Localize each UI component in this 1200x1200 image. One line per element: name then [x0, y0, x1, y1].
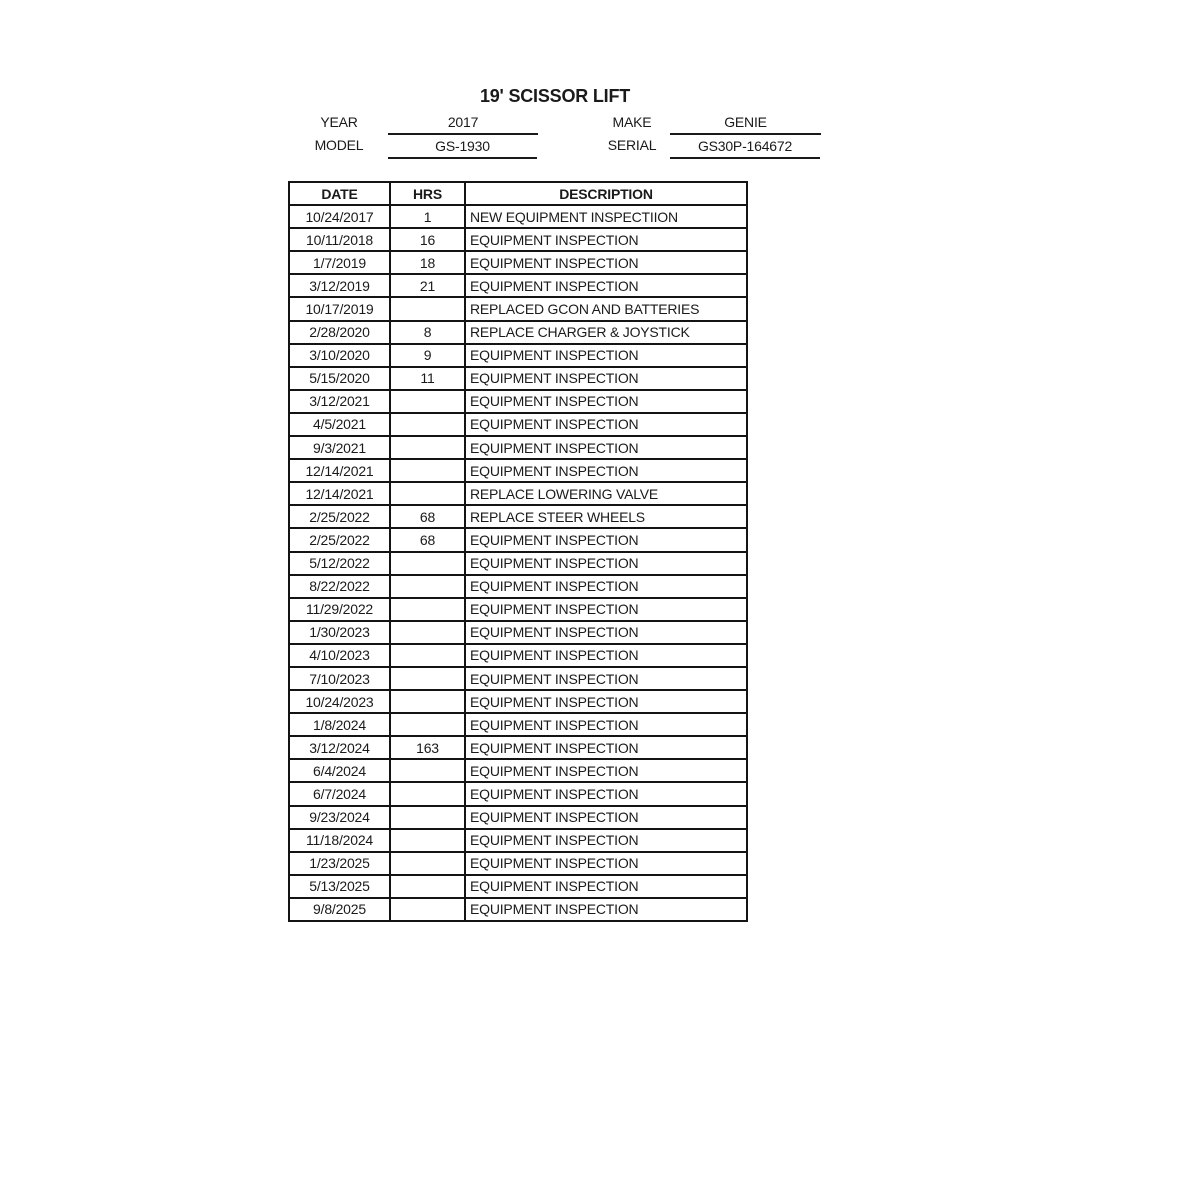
- cell-date: 3/12/2021: [289, 390, 390, 413]
- table-row: [289, 274, 747, 297]
- cell-desc: EQUIPMENT INSPECTION: [465, 367, 747, 390]
- cell-date: 10/11/2018: [289, 228, 390, 251]
- model-label: MODEL: [314, 137, 364, 153]
- maintenance-log-table: [288, 181, 748, 922]
- table-row: [289, 459, 747, 482]
- cell-hrs: [390, 575, 465, 598]
- cell-desc: REPLACED GCON AND BATTERIES: [465, 297, 747, 320]
- table-header-row: [289, 182, 747, 205]
- cell-desc: EQUIPMENT INSPECTION: [465, 898, 747, 921]
- cell-hrs: [390, 852, 465, 875]
- cell-date: 1/7/2019: [289, 251, 390, 274]
- cell-desc: EQUIPMENT INSPECTION: [465, 598, 747, 621]
- cell-hrs: 9: [390, 344, 465, 367]
- cell-desc: EQUIPMENT INSPECTION: [465, 852, 747, 875]
- table-row: [289, 806, 747, 829]
- cell-date: 10/24/2023: [289, 690, 390, 713]
- cell-desc: EQUIPMENT INSPECTION: [465, 552, 747, 575]
- cell-desc: EQUIPMENT INSPECTION: [465, 782, 747, 805]
- cell-desc: EQUIPMENT INSPECTION: [465, 228, 747, 251]
- cell-hrs: 21: [390, 274, 465, 297]
- cell-desc: REPLACE CHARGER & JOYSTICK: [465, 321, 747, 344]
- table-row: [289, 251, 747, 274]
- make-label: MAKE: [612, 114, 652, 130]
- cell-date: 1/30/2023: [289, 621, 390, 644]
- cell-hrs: 1: [390, 205, 465, 228]
- cell-desc: REPLACE STEER WHEELS: [465, 505, 747, 528]
- cell-hrs: 18: [390, 251, 465, 274]
- cell-hrs: 68: [390, 505, 465, 528]
- cell-desc: EQUIPMENT INSPECTION: [465, 759, 747, 782]
- col-header-description: DESCRIPTION: [465, 182, 747, 205]
- cell-hrs: [390, 413, 465, 436]
- table-row: [289, 598, 747, 621]
- cell-date: 3/10/2020: [289, 344, 390, 367]
- cell-hrs: [390, 690, 465, 713]
- cell-hrs: 11: [390, 367, 465, 390]
- table-row: [289, 667, 747, 690]
- table-row: [289, 782, 747, 805]
- cell-hrs: [390, 713, 465, 736]
- cell-desc: EQUIPMENT INSPECTION: [465, 575, 747, 598]
- cell-date: 11/18/2024: [289, 829, 390, 852]
- cell-date: 11/29/2022: [289, 598, 390, 621]
- table-row: [289, 644, 747, 667]
- cell-date: 3/12/2019: [289, 274, 390, 297]
- table-row: [289, 829, 747, 852]
- make-value: GENIE: [670, 112, 821, 135]
- table-row: [289, 297, 747, 320]
- table-row: [289, 436, 747, 459]
- cell-date: 1/23/2025: [289, 852, 390, 875]
- cell-hrs: [390, 459, 465, 482]
- cell-desc: EQUIPMENT INSPECTION: [465, 667, 747, 690]
- col-header-hrs: HRS: [390, 182, 465, 205]
- cell-date: 12/14/2021: [289, 459, 390, 482]
- cell-date: 9/23/2024: [289, 806, 390, 829]
- cell-date: 12/14/2021: [289, 482, 390, 505]
- cell-desc: EQUIPMENT INSPECTION: [465, 390, 747, 413]
- cell-desc: EQUIPMENT INSPECTION: [465, 806, 747, 829]
- cell-date: 4/10/2023: [289, 644, 390, 667]
- cell-date: 5/15/2020: [289, 367, 390, 390]
- cell-date: 1/8/2024: [289, 713, 390, 736]
- cell-date: 7/10/2023: [289, 667, 390, 690]
- cell-hrs: [390, 806, 465, 829]
- cell-date: 8/22/2022: [289, 575, 390, 598]
- table-row: [289, 621, 747, 644]
- cell-date: 2/25/2022: [289, 528, 390, 551]
- cell-desc: EQUIPMENT INSPECTION: [465, 459, 747, 482]
- cell-desc: NEW EQUIPMENT INSPECTIION: [465, 205, 747, 228]
- table-row: [289, 482, 747, 505]
- table-row: [289, 713, 747, 736]
- table-row: [289, 552, 747, 575]
- cell-hrs: [390, 297, 465, 320]
- cell-hrs: [390, 667, 465, 690]
- cell-date: 5/12/2022: [289, 552, 390, 575]
- cell-date: 10/17/2019: [289, 297, 390, 320]
- cell-hrs: [390, 782, 465, 805]
- table-row: [289, 390, 747, 413]
- cell-date: 10/24/2017: [289, 205, 390, 228]
- cell-date: 2/25/2022: [289, 505, 390, 528]
- cell-date: 6/7/2024: [289, 782, 390, 805]
- cell-date: 6/4/2024: [289, 759, 390, 782]
- cell-hrs: [390, 390, 465, 413]
- cell-desc: REPLACE LOWERING VALVE: [465, 482, 747, 505]
- cell-hrs: 163: [390, 736, 465, 759]
- table-row: [289, 228, 747, 251]
- table-row: [289, 759, 747, 782]
- table-row: [289, 898, 747, 921]
- cell-hrs: [390, 644, 465, 667]
- table-row: [289, 413, 747, 436]
- table-row: [289, 690, 747, 713]
- table-row: [289, 875, 747, 898]
- cell-desc: EQUIPMENT INSPECTION: [465, 736, 747, 759]
- cell-desc: EQUIPMENT INSPECTION: [465, 690, 747, 713]
- cell-date: 2/28/2020: [289, 321, 390, 344]
- cell-hrs: [390, 829, 465, 852]
- cell-date: 4/5/2021: [289, 413, 390, 436]
- cell-hrs: 16: [390, 228, 465, 251]
- cell-desc: EQUIPMENT INSPECTION: [465, 251, 747, 274]
- table-row: [289, 528, 747, 551]
- col-header-date: DATE: [289, 182, 390, 205]
- cell-hrs: 68: [390, 528, 465, 551]
- cell-hrs: [390, 552, 465, 575]
- table-row: [289, 321, 747, 344]
- cell-hrs: [390, 898, 465, 921]
- log-table-body: [289, 205, 747, 921]
- cell-date: 9/8/2025: [289, 898, 390, 921]
- cell-hrs: [390, 436, 465, 459]
- cell-desc: EQUIPMENT INSPECTION: [465, 344, 747, 367]
- page-title: 19' SCISSOR LIFT: [479, 86, 631, 106]
- table-row: [289, 367, 747, 390]
- table-row: [289, 852, 747, 875]
- cell-desc: EQUIPMENT INSPECTION: [465, 875, 747, 898]
- year-value: 2017: [388, 112, 538, 135]
- model-value: GS-1930: [388, 136, 537, 159]
- table-row: [289, 205, 747, 228]
- cell-desc: EQUIPMENT INSPECTION: [465, 413, 747, 436]
- cell-date: 9/3/2021: [289, 436, 390, 459]
- table-row: [289, 575, 747, 598]
- cell-hrs: [390, 598, 465, 621]
- serial-label: SERIAL: [607, 137, 657, 153]
- cell-desc: EQUIPMENT INSPECTION: [465, 644, 747, 667]
- serial-value: GS30P-164672: [670, 136, 820, 159]
- cell-desc: EQUIPMENT INSPECTION: [465, 436, 747, 459]
- cell-hrs: [390, 482, 465, 505]
- cell-date: 5/13/2025: [289, 875, 390, 898]
- table-row: [289, 736, 747, 759]
- cell-desc: EQUIPMENT INSPECTION: [465, 274, 747, 297]
- cell-hrs: 8: [390, 321, 465, 344]
- cell-date: 3/12/2024: [289, 736, 390, 759]
- cell-hrs: [390, 759, 465, 782]
- cell-desc: EQUIPMENT INSPECTION: [465, 829, 747, 852]
- cell-desc: EQUIPMENT INSPECTION: [465, 528, 747, 551]
- cell-hrs: [390, 621, 465, 644]
- year-label: YEAR: [320, 114, 358, 130]
- cell-hrs: [390, 875, 465, 898]
- table-row: [289, 344, 747, 367]
- table-row: [289, 505, 747, 528]
- cell-desc: EQUIPMENT INSPECTION: [465, 621, 747, 644]
- cell-desc: EQUIPMENT INSPECTION: [465, 713, 747, 736]
